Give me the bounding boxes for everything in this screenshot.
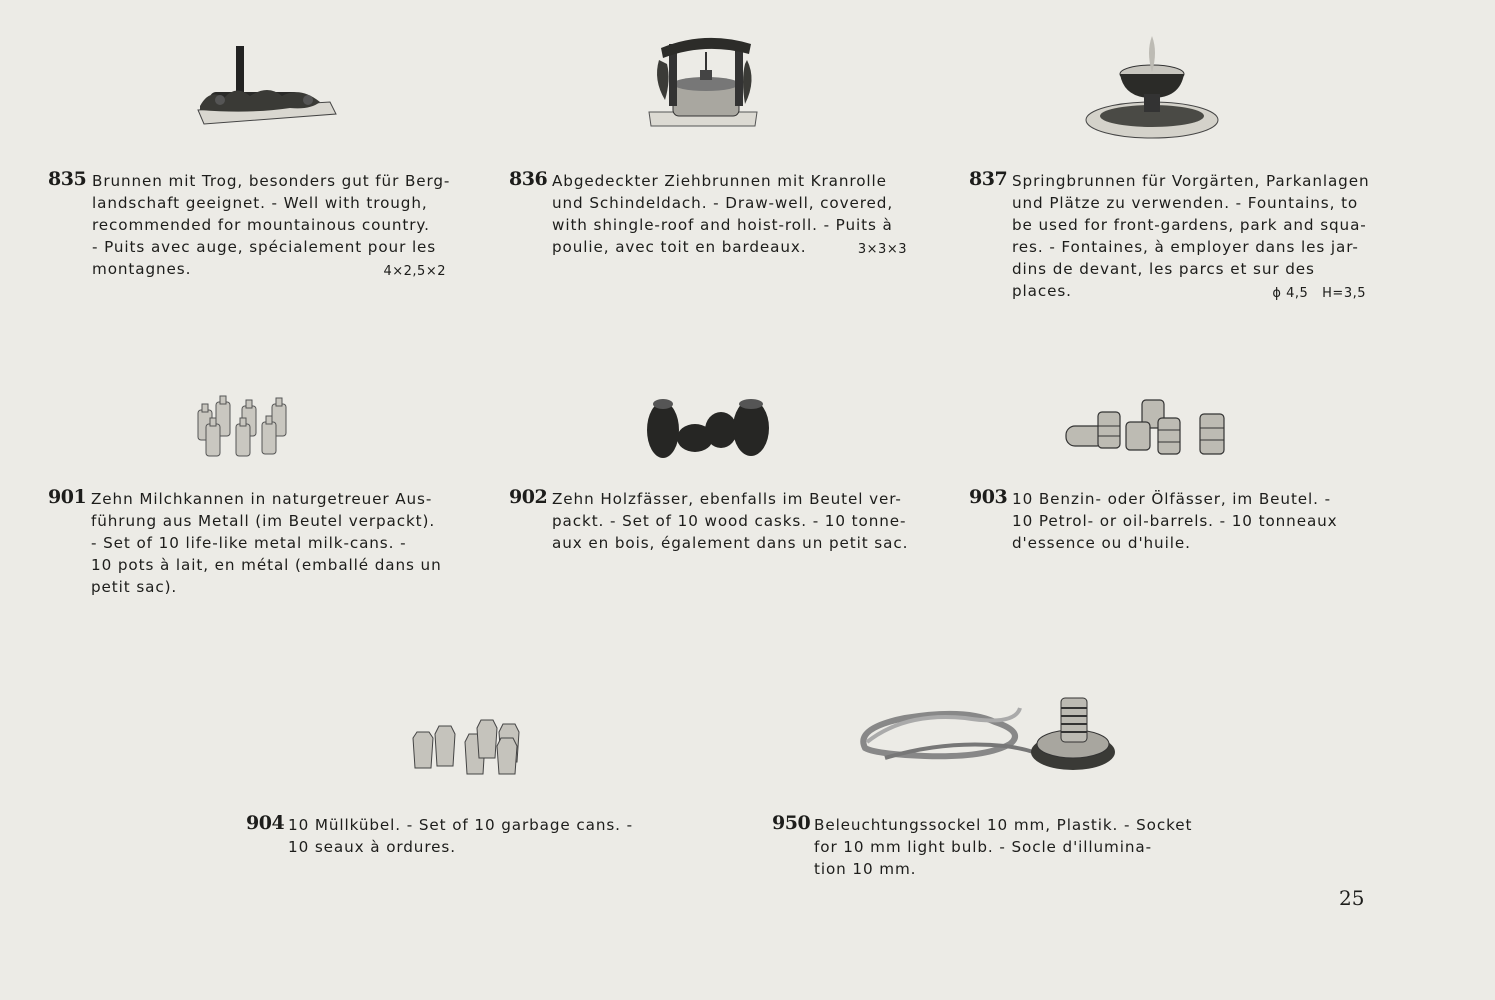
light-socket-image bbox=[845, 688, 1120, 780]
item-number: 902 bbox=[509, 486, 548, 508]
page-number: 25 bbox=[1339, 886, 1365, 910]
catalog-item-902 bbox=[509, 488, 907, 558]
fountain-image bbox=[1080, 32, 1230, 142]
item-number: 836 bbox=[509, 168, 548, 190]
item-number: 903 bbox=[969, 486, 1008, 508]
item-description: Brunnen mit Trog, besonders gut für Berg- landschaft geeignet. - Well with trough, recommended for mountainous country. - Puits avec auge, spécialement pour les montagnes. bbox=[92, 172, 451, 278]
garbage-cans-image bbox=[405, 712, 535, 776]
catalog-item-837 bbox=[969, 168, 1370, 304]
item-description: Zehn Holzfässer, ebenfalls im Beutel ver- packt. - Set of 10 wood casks. - 10 tonne- aux en bois, également dans un petit sac. bbox=[552, 490, 909, 552]
milk-cans-image bbox=[192, 394, 297, 460]
item-number: 835 bbox=[48, 168, 87, 190]
well-with-trough-image bbox=[190, 40, 345, 130]
item-description: 10 Müllkübel. - Set of 10 garbage cans. - 10 seaux à ordures. bbox=[288, 816, 634, 856]
catalog-item-836 bbox=[509, 170, 907, 260]
catalog-item-835 bbox=[48, 168, 451, 282]
catalog-item-901 bbox=[48, 488, 446, 600]
item-number: 837 bbox=[969, 168, 1008, 190]
item-dimensions: 3×3×3 bbox=[857, 242, 907, 257]
oil-barrels-image bbox=[1062, 396, 1232, 460]
item-dimensions: ϕ 4,5 H=3,5 bbox=[1272, 286, 1366, 301]
catalog-item-904 bbox=[246, 814, 646, 862]
item-description: Abgedeckter Ziehbrunnen mit Kranrolle und Schindeldach. - Draw-well, covered, with shingle-roof and hoist-roll. - Puits à poulie, avec toit en bardeaux. bbox=[552, 172, 894, 256]
item-number: 950 bbox=[772, 812, 811, 834]
item-description: Springbrunnen für Vorgärten, Parkanlagen und Plätze zu verwenden. - Fountains, to be used for front-gardens, park and squa- res. - Fontaines, à employer dans les jar- dins de devant, les parcs et sur des places. bbox=[1012, 172, 1370, 300]
covered-draw-well-image bbox=[645, 30, 765, 130]
catalog-item-950 bbox=[772, 812, 1193, 884]
item-dimensions: 4×2,5×2 bbox=[383, 264, 446, 279]
catalog-item-903 bbox=[969, 488, 1366, 558]
item-number: 901 bbox=[48, 486, 87, 508]
item-number: 904 bbox=[246, 812, 285, 834]
item-description: Beleuchtungssockel 10 mm, Plastik. - Socket for 10 mm light bulb. - Socle d'illumina- tion 10 mm. bbox=[814, 816, 1193, 878]
wood-casks-image bbox=[643, 394, 775, 462]
item-description: 10 Benzin- oder Ölfässer, im Beutel. - 10 Petrol- or oil-barrels. - 10 tonneaux d'essence ou d'huile. bbox=[1012, 490, 1338, 552]
item-description: Zehn Milchkannen in naturgetreuer Aus- führung aus Metall (im Beutel verpackt). - Set of 10 life-like metal milk-cans. - 10 pots à lait, en métal (emballé dans un petit sac). bbox=[91, 490, 442, 596]
